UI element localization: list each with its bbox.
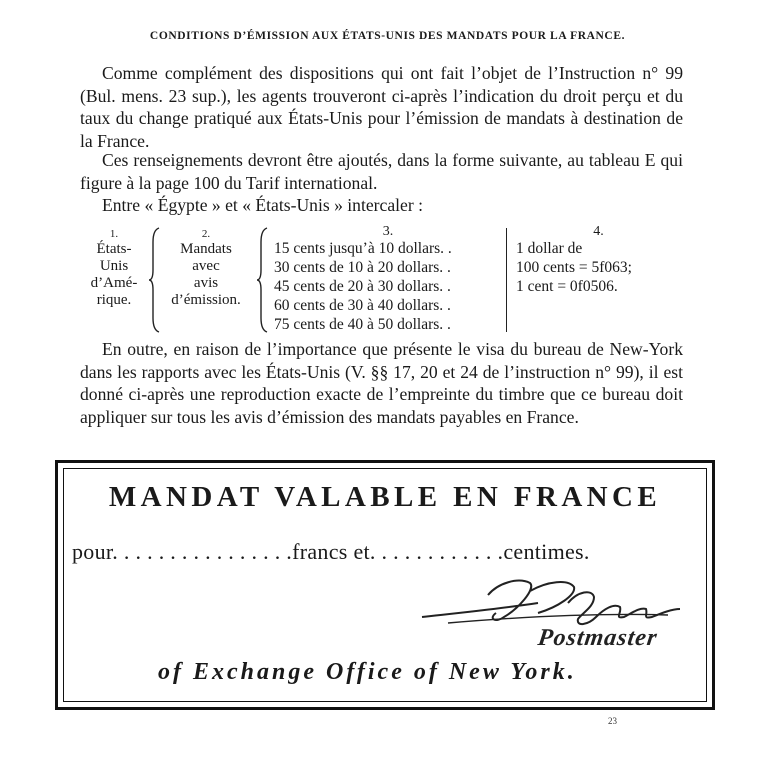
paragraph-instruction: Comme complément des dispositions qui ont fait l’objet de l’Instruction n° 99 (Bul. mens. 23 sup.), les agents trouveront ci-après l’indication du droit perçu et du taux du change pratiqué aux États-Unis pour l’émission de mandats à destination de la France. — [80, 63, 683, 151]
paragraph-intercaler: Entre « Égypte » et « États-Unis » intercaler : — [102, 195, 423, 215]
left-brace-icon — [256, 226, 270, 334]
stamp-amount-line: pour. . . . . . . . . . . . . . . .francs et. . . . . . . . . . . .centimes. — [72, 539, 590, 564]
signature-icon — [418, 573, 698, 633]
table-cell: d’Amé- — [90, 275, 138, 291]
col-number: 2. — [201, 228, 211, 240]
table-cell: avis — [193, 275, 219, 291]
table-col-exchange — [516, 224, 681, 296]
exchange-row: 1 dollar de — [516, 240, 583, 257]
paragraph-visa: En outre, en raison de l’importance que présente le visa du bureau de New-York dans les rapports avec les États-Unis (V. §§ 17, 20 et 24 de l’instruction n° 99), il est donné ci-après une reproduction exacte de l’empreinte du timbre que ce bureau doit appliquer sur tous les avis d’émission des mandats payables en France. — [80, 339, 683, 427]
table-col-country — [80, 228, 148, 309]
column-divider — [506, 228, 507, 332]
page-number: 23 — [608, 716, 617, 726]
table-cell: États- — [96, 241, 132, 257]
exchange-row: 100 cents = 5f063; — [516, 259, 632, 276]
col-number: 4. — [593, 224, 604, 239]
paragraph-renseignements: Ces renseignements devront être ajoutés, dans la forme suivante, au tableau E qui figure à la page 100 du Tarif international. — [80, 150, 683, 193]
exchange-row: 1 cent = 0f0506. — [516, 278, 618, 295]
postmaster-text: Postmaster — [536, 625, 660, 651]
table-cell: Unis — [99, 258, 129, 274]
rate-row: 15 cents jusqu’à 10 dollars. . — [274, 240, 452, 257]
left-brace-icon — [148, 226, 162, 334]
table-cell: d’émission. — [171, 292, 241, 308]
page-heading: CONDITIONS D’ÉMISSION AUX ÉTATS-UNIS DES MANDATS POUR LA FRANCE. — [149, 30, 626, 42]
col-number: 3. — [382, 224, 394, 239]
rate-row: 45 cents de 20 à 30 dollars. . — [274, 278, 451, 295]
table-col-rates — [274, 224, 502, 334]
table-cell: avec — [192, 258, 220, 274]
stamp-frame — [55, 460, 715, 710]
rate-row: 60 cents de 30 à 40 dollars. . — [274, 297, 451, 314]
table-col-type — [162, 228, 250, 309]
table-cell: rique. — [96, 292, 132, 308]
table-cell: Mandats — [180, 241, 232, 257]
stamp-title: MANDAT VALABLE EN FRANCE — [108, 481, 662, 513]
rate-row: 30 cents de 10 à 20 dollars. . — [274, 259, 451, 276]
col-number: 1. — [109, 228, 119, 240]
rate-row: 75 cents de 40 à 50 dollars. . — [274, 316, 451, 333]
tariff-table — [80, 224, 683, 336]
office-line: of Exchange Office of New York. — [158, 659, 577, 685]
